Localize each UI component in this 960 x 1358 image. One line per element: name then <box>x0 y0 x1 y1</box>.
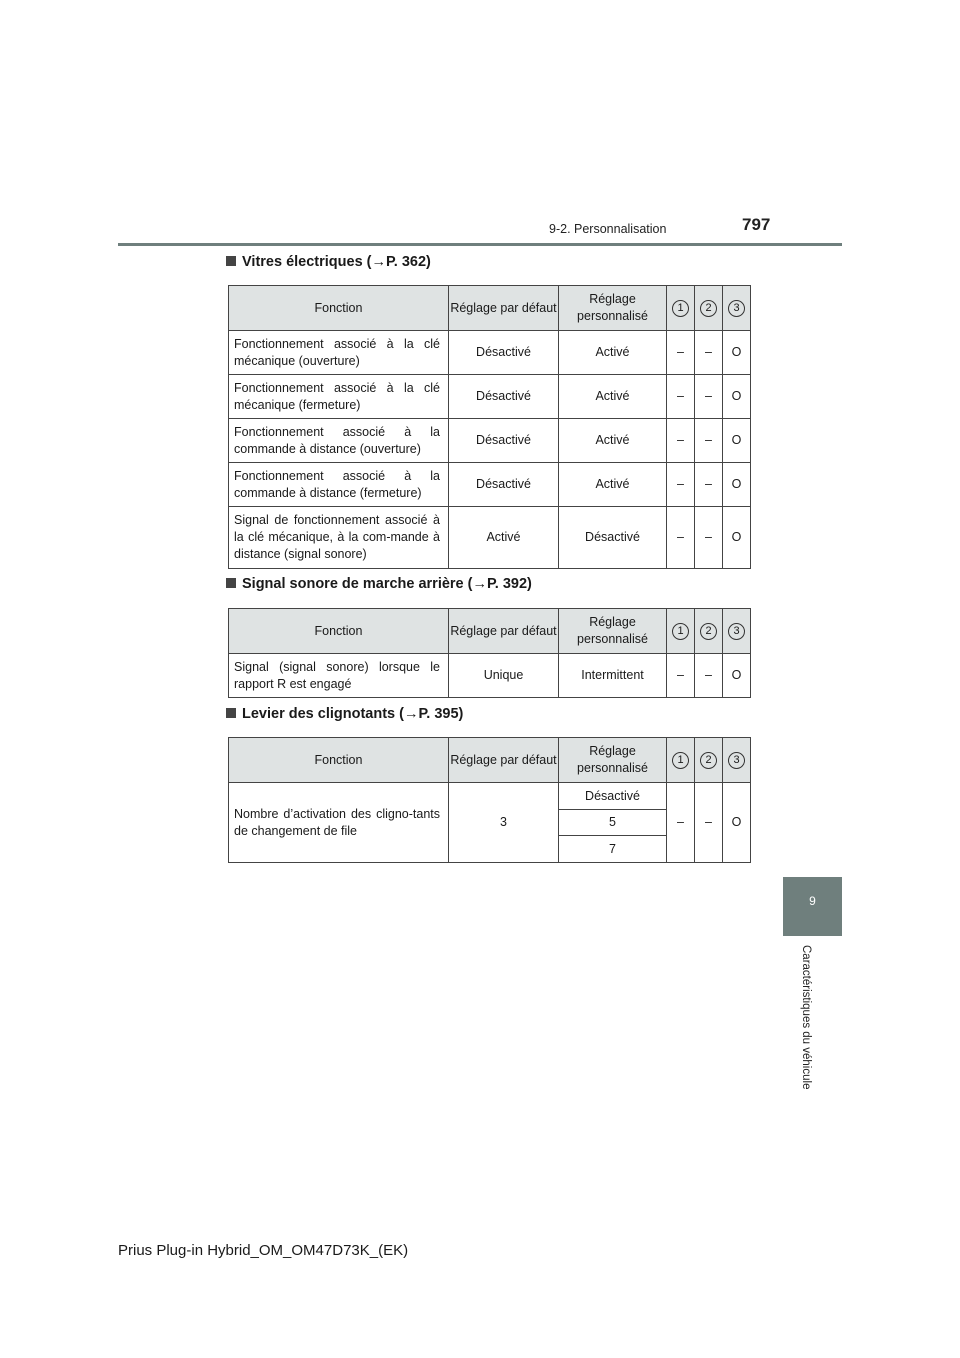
col-1: 1 <box>667 738 695 783</box>
col-perso: Réglage personnalisé <box>559 738 667 783</box>
col-3: 3 <box>723 738 751 783</box>
table-subrow: 5 <box>229 810 751 836</box>
col-perso: Réglage personnalisé <box>559 286 667 331</box>
col-fonction: Fonction <box>229 609 449 654</box>
table-row: Signal (signal sonore) lorsque le rapport R est engagé Unique Intermittent – – O <box>229 654 751 698</box>
section-title-power-windows: Vitres électriques (→P. 362) <box>226 254 431 270</box>
section-title-turn-signal: Levier des clignotants (→P. 395) <box>226 706 463 722</box>
table-header-row <box>229 286 751 331</box>
col-defaut: Réglage par défaut <box>449 738 559 783</box>
col-2: 2 <box>695 738 723 783</box>
table-power-windows <box>228 285 751 569</box>
col-1: 1 <box>667 286 695 331</box>
table-row: Fonctionnement associé à la commande à distance (fermeture) Désactivé Activé – – O <box>229 463 751 507</box>
col-fonction: Fonction <box>229 286 449 331</box>
chapter-number: 9 <box>809 894 816 908</box>
square-bullet-icon <box>226 708 236 718</box>
table-row: Fonctionnement associé à la clé mécanique (fermeture) Désactivé Activé – – O <box>229 375 751 419</box>
col-2: 2 <box>695 609 723 654</box>
document-id: Prius Plug-in Hybrid_OM_OM47D73K_(EK) <box>118 1242 409 1259</box>
section-label: 9-2. Personnalisation <box>549 222 667 236</box>
col-3: 3 <box>723 609 751 654</box>
page-number: 797 <box>742 215 771 234</box>
header-divider <box>118 243 842 246</box>
table-row: Fonctionnement associé à la clé mécanique (ouverture) Désactivé Activé – – O <box>229 331 751 375</box>
col-1: 1 <box>667 609 695 654</box>
table-header-row <box>229 609 751 654</box>
col-2: 2 <box>695 286 723 331</box>
table-header-row <box>229 738 751 783</box>
col-defaut: Réglage par défaut <box>449 609 559 654</box>
col-fonction: Fonction <box>229 738 449 783</box>
square-bullet-icon <box>226 256 236 266</box>
table-row: Nombre d’activation des cligno-tants de changement de file 3 Désactivé – – O <box>229 783 751 810</box>
table-subrow: 7 <box>229 836 751 863</box>
square-bullet-icon <box>226 578 236 588</box>
table-reverse-buzzer <box>228 608 751 698</box>
table-turn-signal <box>228 737 751 863</box>
col-perso: Réglage personnalisé <box>559 609 667 654</box>
chapter-tab <box>783 877 842 936</box>
table-row: Fonctionnement associé à la commande à distance (ouverture) Désactivé Activé – – O <box>229 419 751 463</box>
col-defaut: Réglage par défaut <box>449 286 559 331</box>
col-3: 3 <box>723 286 751 331</box>
table-row: Signal de fonctionnement associé à la clé mécanique, à la com-mande à distance (signal sonore) Activé Désactivé – – O <box>229 507 751 569</box>
section-title-reverse-buzzer: Signal sonore de marche arrière (→P. 392) <box>226 576 532 592</box>
